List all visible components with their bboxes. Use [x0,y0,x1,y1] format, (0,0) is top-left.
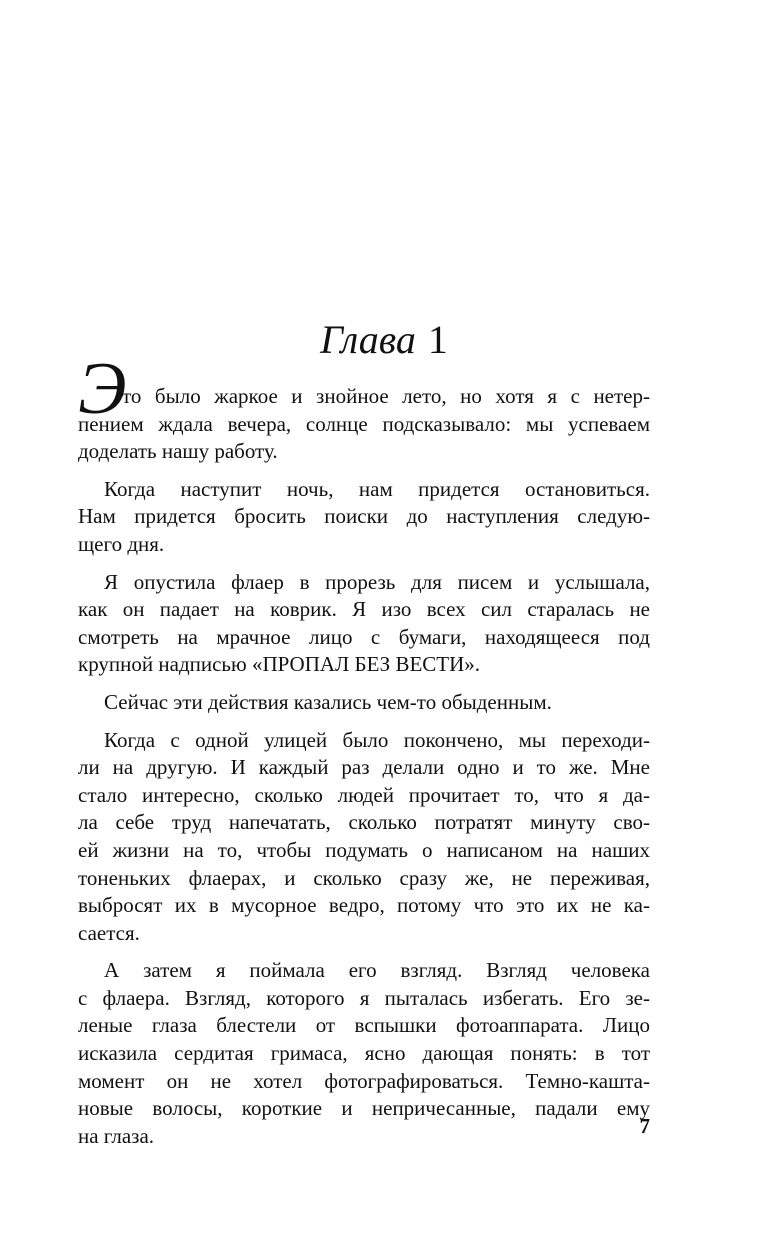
text-line: доделать нашу работу. [78,439,278,464]
text-line: щего дня. [78,531,165,556]
paragraph [78,383,650,466]
text-line: ли на другую. И каждый раз делали одно и то же. Мне [78,755,650,780]
text-line: крупной надписью «ПРОПАЛ БЕЗ ВЕСТИ». [78,652,481,677]
text-line: Я опустила флаер в прорезь для писем и услышала, [104,569,650,594]
text-line: момент он не хотел фотографироваться. Темно-кашта- [78,1068,650,1093]
text-line: Нам придется бросить поиски до наступления следую- [78,504,650,529]
chapter-number: 1 [427,317,448,362]
paragraph [78,689,650,717]
text-line: ла себе труд напечатать, сколько потратят минуту сво- [78,810,650,835]
text-line: стало интересно, сколько людей прочитает то, что я да- [78,782,650,807]
text-line: А затем я поймала его взгляд. Взгляд человека [104,958,650,983]
text-line: с флаера. Взгляд, которого я пыталась избегать. Его зе- [78,985,650,1010]
text-line: Когда наступит ночь, нам придется остановиться. [104,476,650,501]
drop-cap: Э [78,348,127,430]
text-line: как он падает на коврик. Я изо всех сил старалась не [78,597,650,622]
text-line: новые волосы, короткие и непричесанные, падали ему [78,1096,650,1121]
text-line: исказила сердитая гримаса, ясно дающая понять: в тот [78,1041,650,1066]
paragraph [78,727,650,948]
text-line: пением ждала вечера, солнце подсказывало: мы успеваем [78,411,650,436]
paragraph [78,569,650,679]
text-line: сается. [78,920,140,945]
text-line: леные глаза блестели от вспышки фотоаппарата. Лицо [78,1013,650,1038]
paragraph [78,476,650,559]
text-line: на глаза. [78,1123,155,1148]
text-line: Сейчас эти действия казались чем-то обыденным. [104,689,552,714]
chapter-word: Глава [320,317,416,362]
text-line: смотреть на мрачное лицо с бумаги, находящееся под [78,624,650,649]
text-line: Когда с одной улицей было покончено, мы переходи- [104,727,650,752]
text-line: ей жизни на то, чтобы подумать о написаном на наших [78,837,650,862]
page-number: 7 [639,1114,650,1138]
text-line: то было жаркое и знойное лето, но хотя я с нетер- [122,384,650,408]
body-text [78,383,650,1150]
paragraph [78,957,650,1150]
text-line: тоненьких флаерах, и сколько сразу же, не переживая, [78,865,650,890]
text-line: выбросят их в мусорное ведро, потому что это их не ка- [78,893,650,918]
